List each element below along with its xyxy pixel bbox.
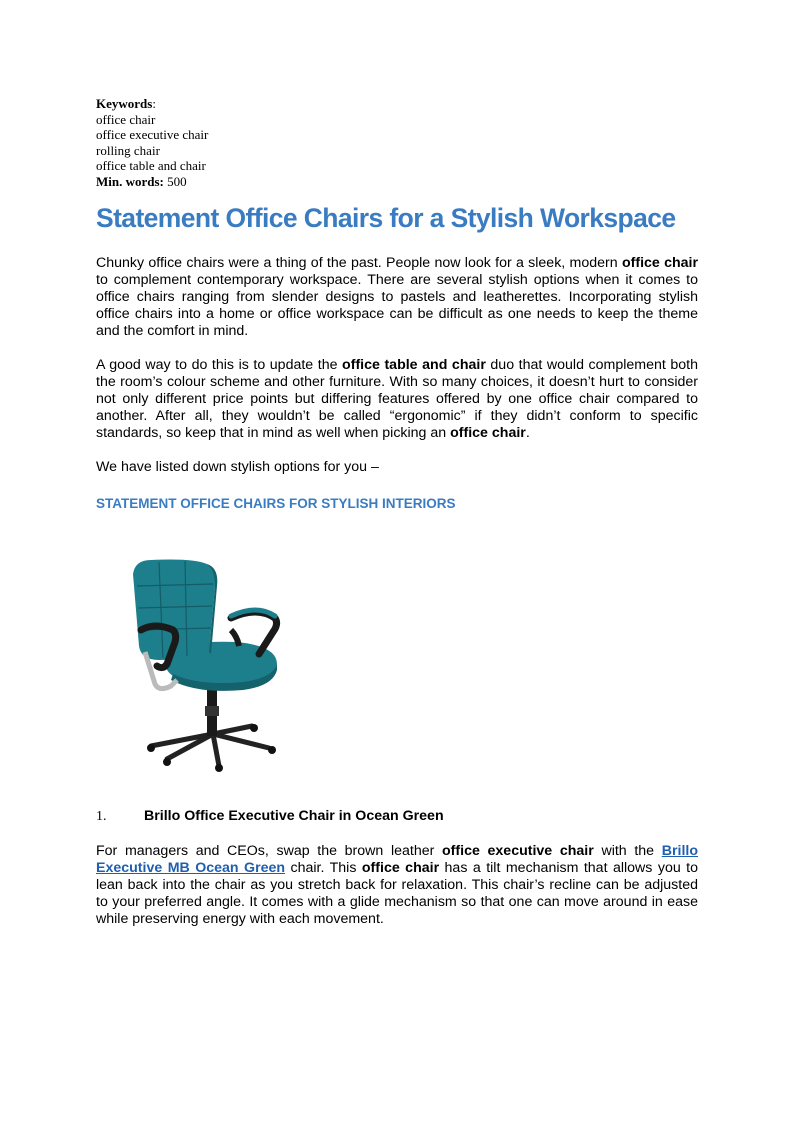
keyword-item: office table and chair (96, 158, 206, 173)
office-chair-image (127, 556, 287, 772)
options-intro: We have listed down stylish options for you – (96, 459, 379, 475)
keywords-heading: Keywords: (96, 96, 156, 111)
min-words: Min. words: 500 (96, 173, 187, 189)
product-description: For managers and CEOs, swap the brown leather office executive chair with the Brillo Executive MB Ocean Green chair. This office chair has a tilt mechanism that allows you to lean back into the chair as you stretch back for relaxation. This chair’s recline can be adjusted to your preferred angle. It comes with a glide mechanism so that one can move around in ease while preserving energy with each movement. (96, 843, 699, 927)
section-heading: STATEMENT OFFICE CHAIRS FOR STYLISH INTERIORS (96, 496, 456, 511)
page-title: Statement Office Chairs for a Stylish Workspace (96, 203, 676, 233)
keyword-item: rolling chair (96, 142, 160, 158)
list-number: 1. (96, 809, 107, 824)
keyword-item: office chair (96, 111, 156, 127)
keyword-item: office executive chair (96, 127, 209, 142)
product-title: Brillo Office Executive Chair in Ocean Green (144, 808, 444, 824)
second-paragraph: A good way to do this is to update the office table and chair duo that would complement both the room’s colour scheme and other furniture. With so many choices, it doesn’t hurt to consider not only different price points but differing features offered by one office chair compared to another. After all, they wouldn’t be called “ergonomic” if they didn’t conform to specific standards, so keep that in mind as well when picking an office chair. (96, 357, 698, 441)
intro-paragraph: Chunky office chairs were a thing of the past. People now look for a sleek, modern office chair to complement contemporary workspace. There are several stylish options when it comes to office chairs ranging from slender designs to pastels and leatherettes. Incorporating stylish office chairs into a home or office workspace can be difficult as one needs to keep the theme and the comfort in mind. (96, 255, 698, 339)
product-link[interactable]: Brillo Executive MB Ocean Green (96, 843, 698, 876)
document-meta (96, 96, 496, 189)
